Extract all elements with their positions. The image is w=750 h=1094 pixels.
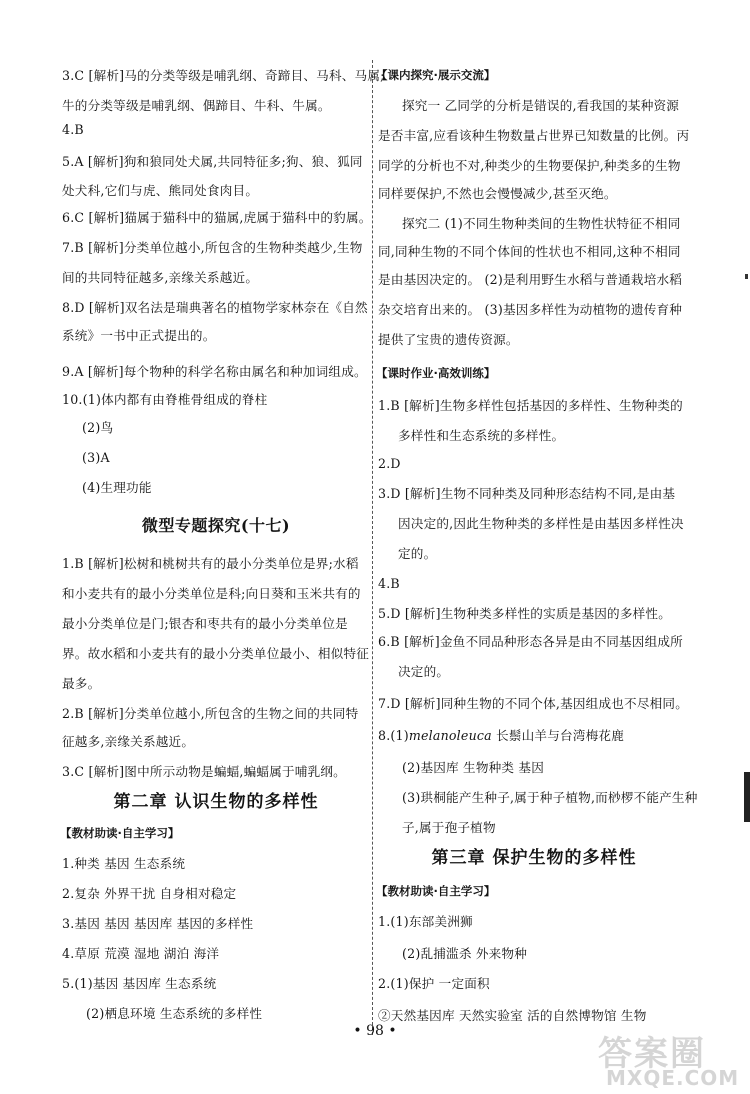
answer-line: 3.基因 基因 基因库 基因的多样性 — [62, 916, 254, 931]
answer-line: 9.A [解析]每个物种的科学名称由属名和种加词组成。 — [62, 364, 367, 379]
homework-line: 2.D — [378, 456, 401, 471]
homework-line: 定的。 — [398, 546, 437, 561]
answer-line: 最多。 — [62, 676, 101, 691]
homework-line: 多样性和生态系统的多样性。 — [398, 428, 565, 443]
homework-line: 1.B [解析]生物多样性包括基因的多样性、生物种类的 — [378, 398, 683, 413]
homework-line: 6.B [解析]金鱼不同品种形态各异是由不同基因组成所 — [378, 634, 683, 649]
scan-edge-mark — [744, 772, 750, 822]
homework-line: 7.D [解析]同种生物的不同个体,基因组成也不尽相同。 — [378, 696, 689, 711]
answer-line: 7.B [解析]分类单位越小,所包含的生物种类越少,生物 — [62, 240, 363, 255]
answer-line: 5.(1)基因 基因库 生态系统 — [62, 976, 217, 991]
answer-line: 1.B [解析]松树和桃树共有的最小分类单位是界;水稻 — [62, 556, 359, 571]
watermark-text-bottom: MXQE.COM — [606, 1066, 740, 1090]
answer-line: 1.种类 基因 生态系统 — [62, 856, 186, 871]
answer-line: 牛的分类等级是哺乳纲、偶蹄目、牛科、牛属。 — [62, 98, 331, 113]
chapter-heading-2: 第二章 认识生物的多样性 — [113, 792, 319, 812]
answer-line: 4.B — [62, 122, 84, 137]
answer-line: (2)栖息环境 生态系统的多样性 — [86, 1006, 263, 1021]
answer-line: ②天然基因库 天然实验室 活的自然博物馆 生物 — [378, 1008, 647, 1023]
answer-line: 系统》一书中正式提出的。 — [62, 328, 216, 343]
q8-latin-name: melanoleuca — [408, 728, 492, 743]
answer-line: 5.A [解析]狗和狼同处犬属,共同特征多;狗、狼、狐同 — [62, 154, 363, 169]
homework-line: (3)珙桐能产生种子,属于种子植物,而桫椤不能产生种 — [402, 790, 698, 805]
answer-line: (2)鸟 — [82, 420, 114, 435]
answer-line: 3.C [解析]图中所示动物是蝙蝠,蝙蝠属于哺乳纲。 — [62, 764, 346, 779]
section-label-textbook: 【教材助读·自主学习】 — [60, 826, 180, 840]
answer-line: 征越多,亲缘关系越近。 — [62, 734, 195, 749]
explore-line: 杂交培育出来的。 (3)基因多样性为动植物的遗传育种 — [378, 302, 683, 317]
answer-line: 和小麦共有的最小分类单位是科;向日葵和玉米共有的 — [62, 586, 361, 601]
answer-line: 2.复杂 外界干扰 自身相对稳定 — [62, 886, 237, 901]
answer-line: 1.(1)东部美洲狮 — [378, 914, 473, 929]
answer-line: 界。故水稻和小麦共有的最小分类单位最小、相似特征 — [62, 646, 370, 661]
scan-edge-dot — [745, 274, 748, 279]
homework-line: 4.B — [378, 576, 400, 591]
homework-line-q8 — [378, 728, 690, 744]
answer-line: 6.C [解析]猫属于猫科中的猫属,虎属于猫科中的豹属。 — [62, 210, 372, 225]
section-label-textbook-2: 【教材助读·自主学习】 — [376, 884, 496, 898]
answer-line: (2)乱捕滥杀 外来物种 — [402, 946, 527, 961]
answer-line: 8.D [解析]双名法是瑞典著名的植物学家林奈在《自然 — [62, 300, 368, 315]
section-label-explore: 【课内探究·展示交流】 — [376, 68, 496, 82]
homework-line: 因决定的,因此生物种类的多样性是由基因多样性决 — [398, 516, 684, 531]
answer-line: 4.草原 荒漠 湿地 湖泊 海洋 — [62, 946, 220, 961]
homework-line: 子,属于孢子植物 — [402, 820, 496, 835]
watermark-logo — [594, 1026, 744, 1090]
answer-line: (3)A — [82, 450, 110, 465]
answer-line: 最小分类单位是门;银杏和枣共有的最小分类单位是 — [62, 616, 348, 631]
homework-line: 5.D [解析]生物种类多样性的实质是基因的多样性。 — [378, 606, 672, 621]
section-label-homework: 【课时作业·高效训练】 — [376, 366, 496, 380]
homework-line: 决定的。 — [398, 664, 450, 679]
explore-line: 提供了宝贵的遗传资源。 — [378, 332, 519, 347]
section-heading-micro: 微型专题探究(十七) — [141, 516, 291, 535]
homework-line: 3.D [解析]生物不同种类及同种形态结构不同,是由基 — [378, 486, 676, 501]
answer-line: 间的共同特征越多,亲缘关系越近。 — [62, 270, 259, 285]
q8-rest: 长鬃山羊与台湾梅花鹿 — [491, 728, 624, 743]
answer-line: 2.B [解析]分类单位越小,所包含的生物之间的共同特 — [62, 706, 359, 721]
chapter-heading-3: 第三章 保护生物的多样性 — [431, 848, 637, 868]
watermark-text-top: 答案圈 — [598, 1034, 706, 1074]
answer-line: 10.(1)体内都有由脊椎骨组成的脊柱 — [62, 392, 268, 407]
explore-line: 同样要保护,不然也会慢慢减少,甚至灭绝。 — [378, 186, 617, 201]
answer-line: 2.(1)保护 一定面积 — [378, 976, 490, 991]
column-divider — [372, 60, 373, 1035]
explore-line: 同学的分析也不对,种类少的生物要保护,种类多的生物 — [378, 158, 681, 173]
explore-line: 探究二 (1)不同生物种类间的生物性状特征不相同 — [402, 216, 681, 231]
explore-line: 是否丰富,应看该种生物数量占世界已知数量的比例。丙 — [378, 128, 690, 143]
page-number: • 98 • — [353, 1023, 397, 1039]
explore-line: 同,同种生物的不同个体间的性状也不相同,这种不相同 — [378, 244, 681, 259]
explore-line: 是由基因决定的。 (2)是利用野生水稻与普通栽培水稻 — [378, 272, 683, 287]
explore-line: 探究一 乙同学的分析是错误的,看我国的某种资源 — [402, 98, 680, 113]
homework-line: (2)基因库 生物种类 基因 — [402, 760, 544, 775]
answer-line: (4)生理功能 — [82, 480, 152, 495]
q8-prefix: 8.(1) — [378, 728, 409, 743]
answer-line: 处犬科,它们与虎、熊同处食肉目。 — [62, 183, 259, 198]
answer-line: 3.C [解析]马的分类等级是哺乳纲、奇蹄目、马科、马属; — [62, 68, 385, 83]
